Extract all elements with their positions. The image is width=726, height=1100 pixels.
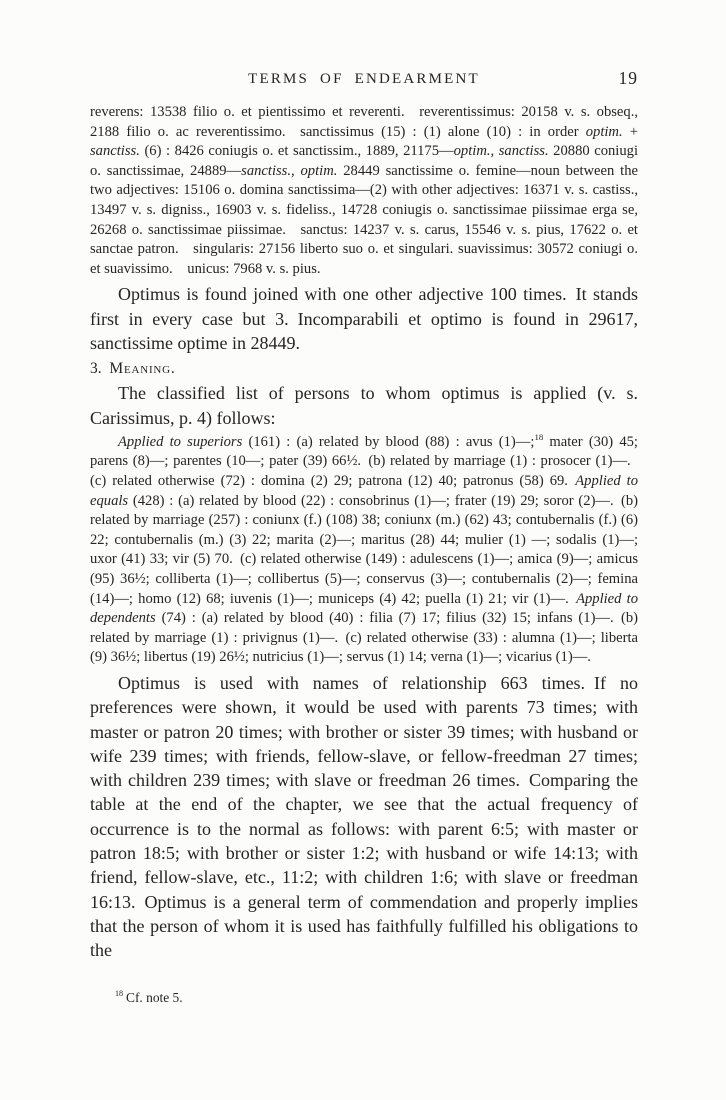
italic-text: optim., sanctiss. — [453, 143, 549, 160]
text-segment: Optimus is used with names of relationship 663 times. If no preferences were shown, it would be used with parents 73 times; with master or patron 20 times; with brother or sister 39 times; with husband or wife 239 times; with friends, fellow-slave, or fellow-freedman 27 times; with children 239 times; with slave or freedman 26 times. Comparing the table at the end of the chapter, we see that the actual frequency of occurrence is to the normal as follows: with parent 6:5; with master or patron 18:5; with brother or sister 1:2; with husband or wife 14:13; with friend, fellow-slave, etc., 11:2; with children 1:6; with slave or freedman 16:13. Optimus is a general term of commendation and properly implies that the person of whom it is used has faithfully fulfilled his obligations to the — [90, 672, 638, 961]
italic-text: optim. — [585, 123, 623, 140]
paragraph-continuation-statistics — [90, 103, 638, 279]
italic-text: sanctiss., optim. — [241, 162, 338, 179]
section-heading-meaning — [90, 358, 638, 379]
text-segment: mater (30) 45; parens (8)—; parentes (10—; pater (39) 66½. (b) related by marriage (1) : prosocer (1)—. (c) related otherwise (72) : domina (2) 29; patrona (12) 40; patronus (58) 69. — [90, 433, 638, 490]
text-segment: + — [622, 123, 638, 140]
text-segment: (74) : (a) related by blood (40) : filia (7) 17; filius (32) 15; infans (1)—. (b) related by marriage (1) : privignus (1)—. (c) related otherwise (33) : alumna (1)—; liberta (9) 36½; libertus (19) 26½; nutricius (1)—; servus (1) 14; verna (1)—; vicarius (1)—. — [90, 610, 638, 666]
text-segment: (428) : (a) related by blood (22) : consobrinus (1)—; frater (19) 29; soror (2)—. (b) related by marriage (257) : coniunx (f.) (108) 38; coniunx (m.) (62) 43; contubernalis (f.) (6) 22; contubernalis (m.) (3) 22; marita (2)—; maritus (28) 44; mulier (1) —; sodalis (1)—; uxor (41) 33; vir (5) 70. (c) related otherwise (149) : adulescens (1)—; amica (9)—; amicus (95) 36½; colliberta (1)—; collibertus (5)—; conservus (3)—; contubernalis (2)—; femina (14)—; homo (12) 68; iuvenis (1)—; municeps (4) 42; puella (1) 21; vir (1)—. — [90, 492, 638, 607]
text-segment: reverens: 13538 filio o. et pientissimo et reverenti. reverentissimus: 20158 v. s. obseq., 2188 filio o. ac reverentissimo. sanctissimus (15) : (1) alone (10) : in order — [90, 104, 638, 140]
page-number: 19 — [618, 68, 638, 88]
page-header-title: TERMS OF ENDEARMENT — [248, 71, 480, 87]
italic-text: sanctiss. — [90, 143, 140, 160]
text-column — [90, 68, 638, 1006]
footnote-text: Cf. note 5. — [126, 989, 183, 1005]
footnote-marker: 18 — [115, 989, 124, 999]
text-segment: Optimus is found joined with one other adjective 100 times. It stands first in every case but 3. Incomparabili et optimo is found in 29617, sanctissime optime in 28449. — [90, 284, 638, 353]
running-head — [90, 68, 638, 90]
smallcaps-text: Meaning. — [109, 360, 176, 378]
text-segment: 28449 sanctissime o. femine—noun between the two adjectives: 15106 o. domina sanctissima—(2) with other adjectives: 16371 v. s. castiss., 13497 v. s. digniss., 16903 v. s. fideliss., 14728 coniugis o. sanctissimae piissimae erga se, 26268 o. sanctissimae piissimae. sanctus: 14237 v. s. carus, 15546 v. s. pius, 17622 o. et sanctae patron. singularis: 27156 liberto suo o. et singulari. suavissimus: 30572 coniugi o. et suavissimo. unicus: 7968 v. s. pius. — [90, 162, 638, 277]
italic-text: Applied to dependents — [90, 590, 638, 627]
italic-text: Applied to superiors — [118, 433, 243, 450]
text-segment: (6) : 8426 coniugis o. et sanctissim., 1889, 21175— — [139, 143, 454, 160]
italic-text: Applied to equals — [90, 473, 638, 509]
paragraph-optimus-adjective-summary — [90, 282, 638, 355]
text-segment: The classified list of persons to whom optimus is applied (v. s. Carissimus, p. 4) follows: — [90, 383, 638, 428]
text-segment: (161) : (a) related by blood (88) : avus (1)—; — [242, 433, 535, 450]
text-segment: 20880 coniugi o. sanctissimae, 24889— — [90, 143, 638, 179]
footnote-reference: 18 — [534, 431, 544, 442]
paragraph-classified-list-intro — [90, 381, 638, 430]
paragraph-classified-list — [90, 433, 638, 668]
paragraph-frequency-discussion — [90, 671, 638, 963]
footnote — [90, 989, 638, 1006]
text-segment: 3. — [90, 360, 110, 378]
